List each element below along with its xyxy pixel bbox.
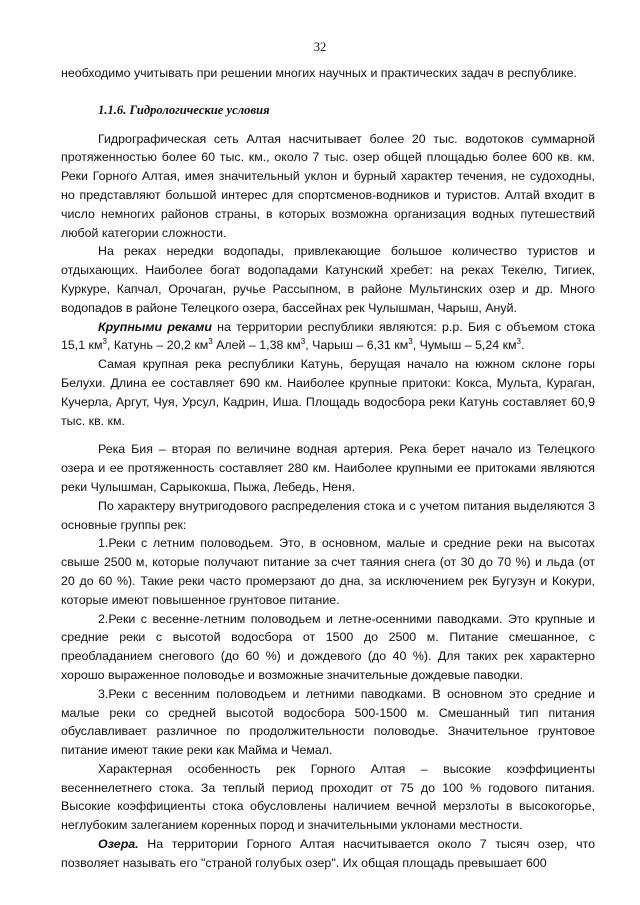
intro-paragraph: необходимо учитывать при решении многих научных и практических задач в республике. [61, 66, 577, 80]
paragraph-lakes: Озера. На территории Горного Алтая насчитывается около 7 тысяч озер, что позволяет называть его "страной голубых озер". Их общая площадь превышает 600 [61, 837, 595, 870]
paragraph-group-1: 1.Реки с летним половодьем. Это, в основном, малые и средние реки на высотах свыше 2500 м, которые получают питание за счет таяния снега (от 30 до 70 %) и льда (от 20 до 60 %). Такие реки часто промерзают до дна, за исключением рек Бугузун и Кокури, которые имеют повышенное грунтовое питание. [61, 536, 595, 607]
page-number: 32 [313, 40, 327, 54]
paragraph-hydro-network: Гидрографическая сеть Алтая насчитывает более 20 тыс. водотоков суммарной протяженностью более 60 тыс. км., около 7 тыс. озер общей площадью более 600 кв. км. Реки Горного Алтая, имея значительный уклон и бурный характер течения, не судоходны, но представляют большой интерес для спортсменов-водников и туристов. Алтай входит в число немногих районов страны, в которых возможна организация водных путешествий любой категории сложности. [61, 131, 595, 240]
paragraph-group-3: 3.Реки с весенним половодьем и летними паводками. В основном это средние и малые реки со средней высотой водосбора 500-1500 м. Смешанный тип питания обуславливает различное по продолжительности половодье. Значительное грунтовое питание имеют такие реки как Майма и Чемал. [61, 686, 595, 758]
paragraph-biya: Река Бия – вторая по величине водная артерия. Река берет начало из Телецкого озера и ее протяженность составляет 280 км. Наиболее крупными ее притоками являются реки Чулышман, Сарыкокша, Пыжа, Лебедь, Неня. [61, 442, 595, 494]
paragraph-waterfalls: На реках нередки водопады, привлекающие большое количество туристов и отдыхающих. Наиболее богат водопадами Катунский хребет: на реках Текелю, Тигиек, Куркуре, Капчал, Орочаган, ручье Рассыпном, в районе Мультинских озер и др. Много водопадов в районе Телецкого озера, бассейнах рек Чулышман, Чарыш, Ануй. [61, 244, 595, 315]
body-text [61, 64, 595, 873]
paragraph-major-rivers: Крупными реками на территории республики являются: р.р. Бия с объемом стока 15,1 $км^3$, Катунь – 20,2 $км^3$ Алей – 1,38 $км^3$, Чарыш – 6,31 $км^3$, Чумыш – 5,24 $км^3$. [61, 319, 595, 353]
paragraph-river-groups: По характеру внутригодового распределения стока и с учетом питания выделяются 3 основные группы рек: [61, 498, 595, 532]
paragraph-group-2: 2.Реки с весенне-летним половодьем и летне-осенними паводками. Это крупные и средние реки с высотой водосбора от 1500 до 2500 м. Питание смешанное, с преобладанием снегового (до 60 %) и дождевого (до 40 %). Для таких рек характерно хорошо выраженное половодье и возможные значительные дождевые паводки. [61, 611, 595, 682]
paragraph-katun: Самая крупная река республики Катунь, берущая начало на южном склоне горы Белухи. Длина ее составляет 690 км. Наиболее крупные притоки: Кокса, Мульта, Кураган, Кучерла, Аргут, Чуя, Урсул, Кадрин, Иша. Площадь водосбора реки Катунь составляет 60,9 тыс. кв. км. [61, 357, 595, 428]
paragraph-runoff: Характерная особенность рек Горного Алтая – высокие коэффициенты весеннелетнего стока. За теплый период проходит от 75 до 100 % годового питания. Высокие коэффициенты стока обусловлены наличием вечной мерзлоты в высокогорье, неглубоким залеганием коренных пород и значительными уклонами местности. [61, 761, 595, 833]
major-rivers-lead: Крупными реками [98, 319, 212, 334]
lakes-lead: Озера. [98, 837, 139, 852]
section-heading: 1.1.6. Гидрологические условия [98, 102, 270, 117]
